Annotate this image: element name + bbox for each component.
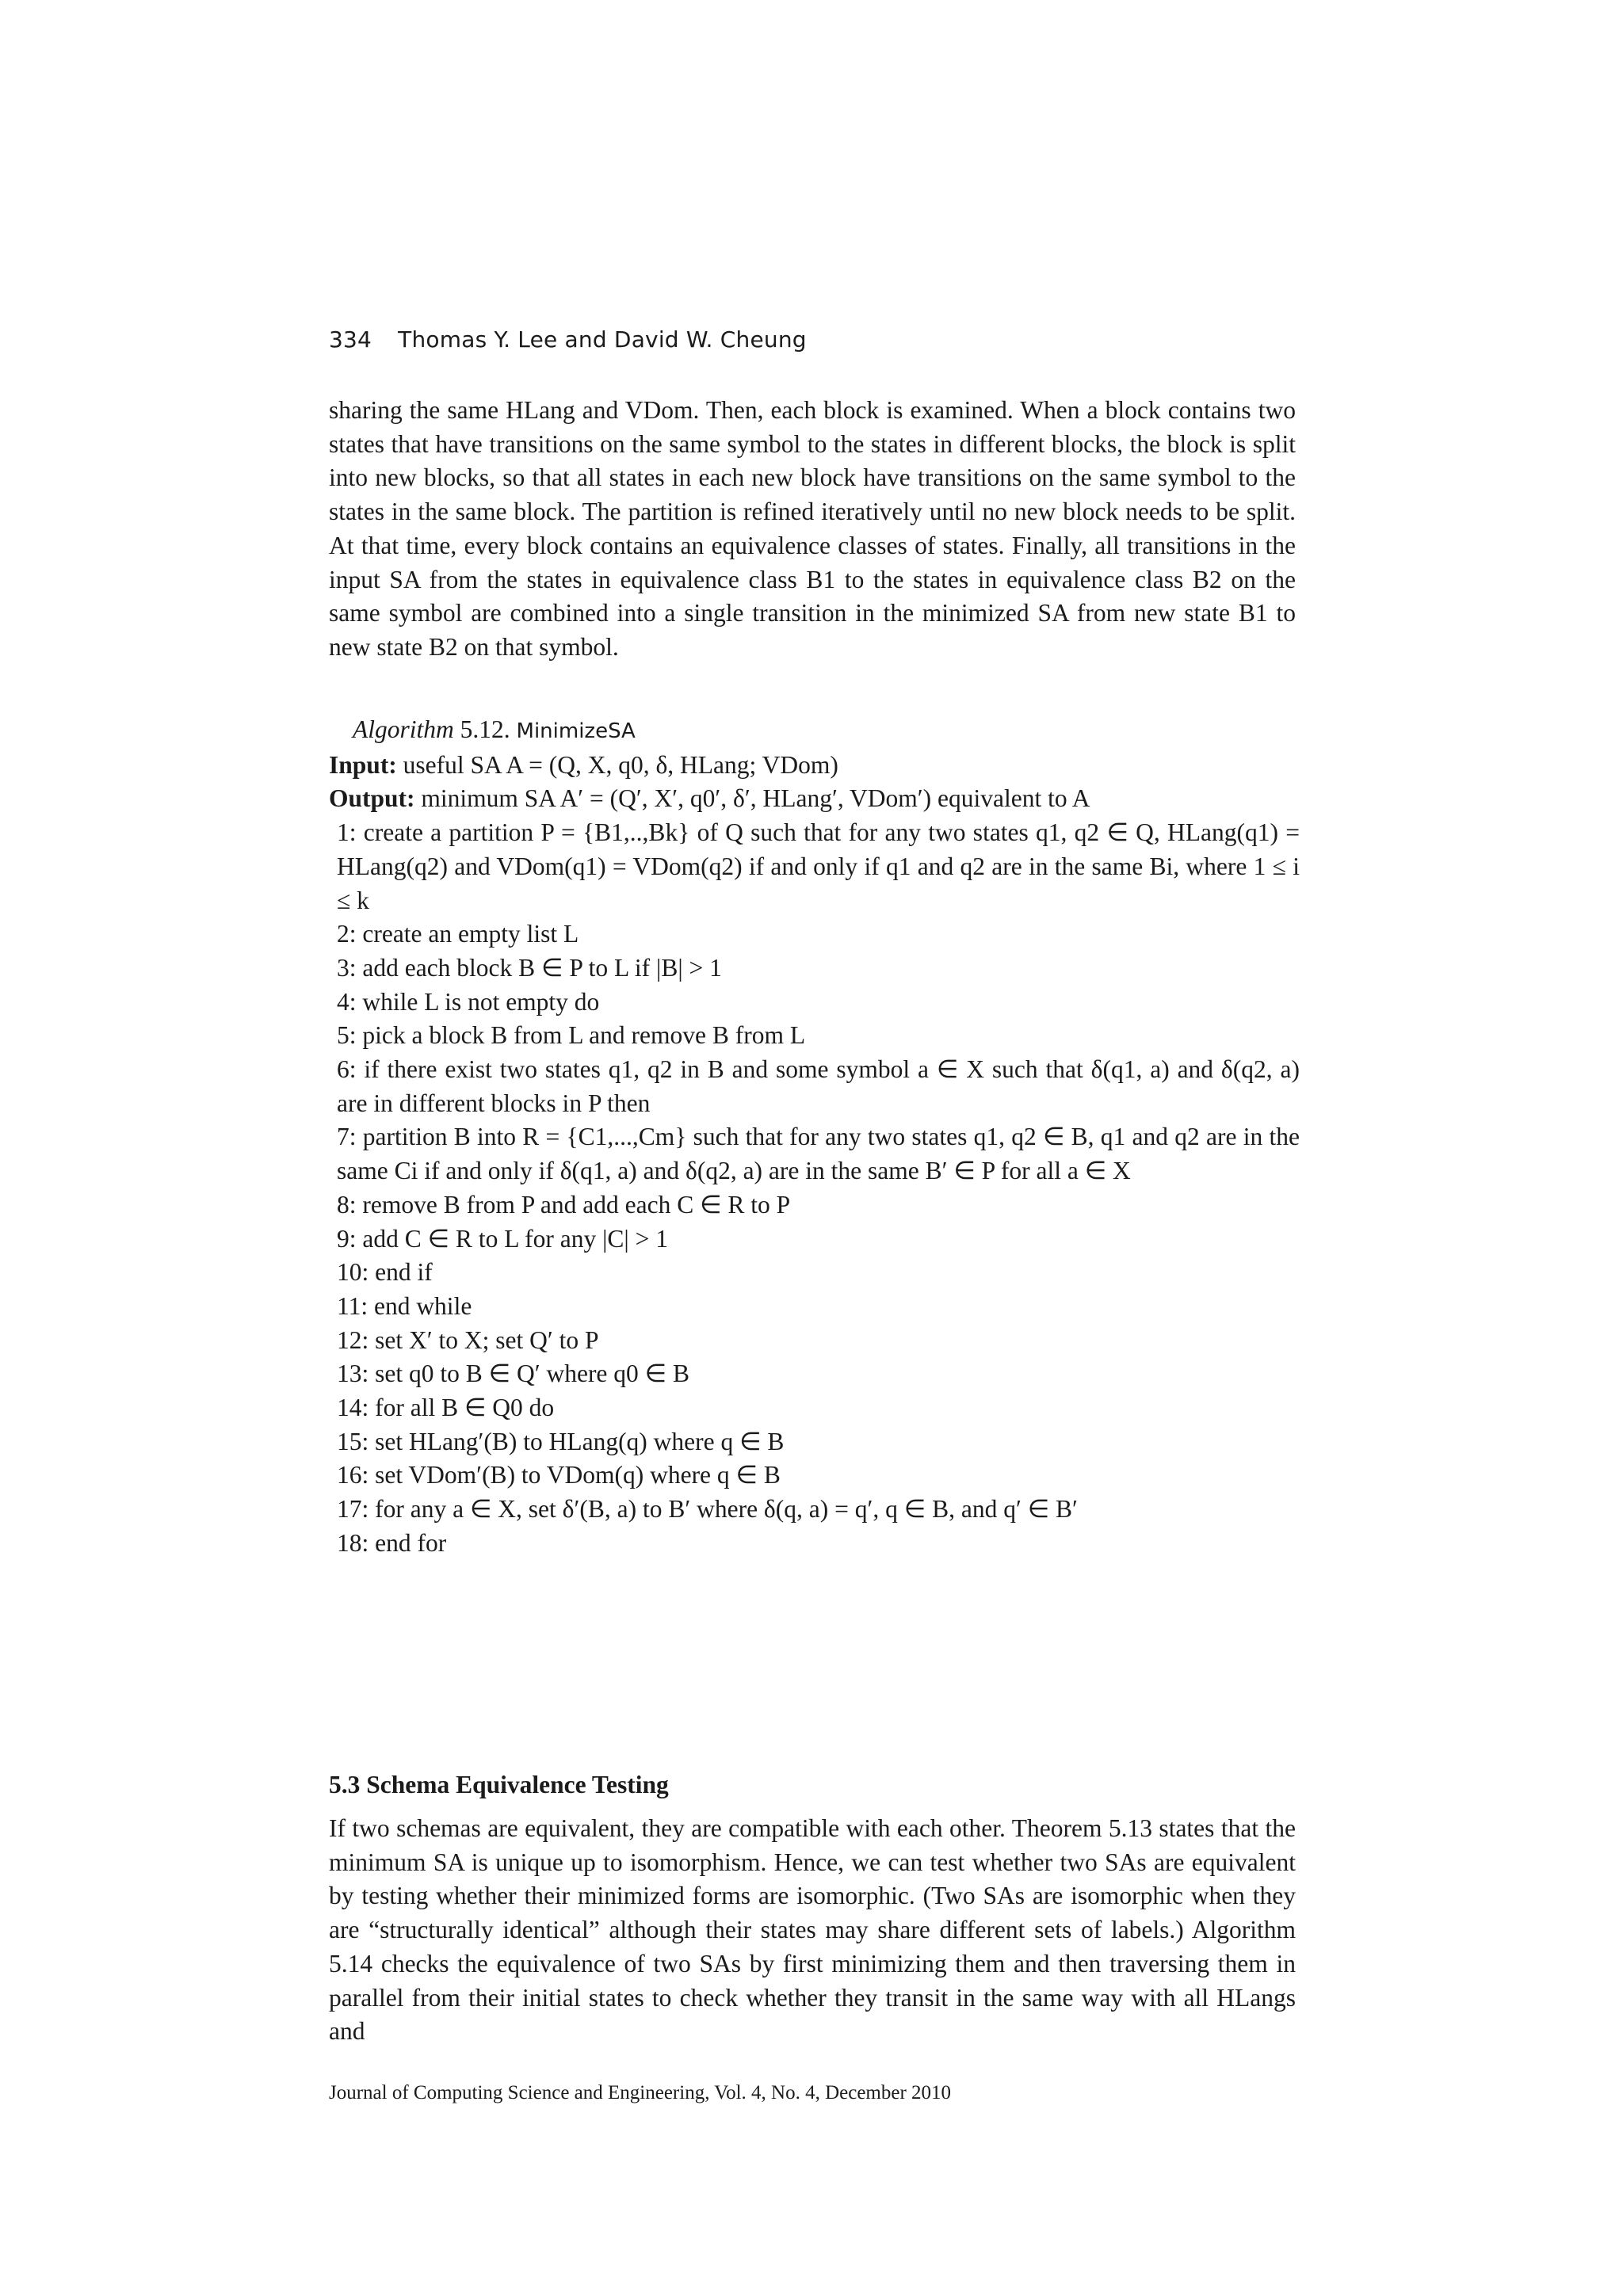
algorithm-name: MinimizeSA [516,719,636,743]
step-text: 9: add C ∈ R to L for any |C| > 1 [337,1224,668,1253]
step-text: 10: end if [337,1258,433,1287]
step-text: 11: end while [337,1291,472,1320]
algorithm-output [329,782,1300,816]
step-text: 1: create a partition P = {B1,..,Bk} of Q such that for any two states q1, q2 ∈ Q, HLang(q1) = HLang(q2) and VDom(q1) = VDom(q2) if and only if q1 and q2 are in the same Bi, where 1 ≤ i ≤ k [337,818,1300,914]
algorithm-step [329,1053,1300,1120]
section-heading: 5.3 Schema Equivalence Testing [329,1771,669,1798]
algorithm-step [329,1222,1300,1257]
algorithm-step [329,1324,1300,1358]
step-text: 2: create an empty list L [337,920,579,948]
algorithm-step [329,1493,1300,1527]
step-text: 14: for all B ∈ Q0 do [337,1394,555,1422]
step-text: 16: set VDom′(B) to VDom(q) where q ∈ B [337,1461,781,1489]
algorithm-step [329,1256,1300,1290]
output-text: minimum SA A′ = (Q′, X′, q0′, δ′, HLang′, VDom′) equivalent to A [421,784,1090,813]
algorithm-step [329,1459,1300,1493]
running-header [329,326,807,353]
step-text: 6: if there exist two states q1, q2 in B and some symbol a ∈ X such that δ(q1, a) and δ(q2, a) are in different blocks in P then [337,1055,1300,1117]
input-label: Input: [329,750,397,779]
algorithm-number: 5.12. [460,715,510,743]
algorithm-step [329,1120,1300,1188]
algorithm-step [329,816,1300,917]
step-text: 17: for any a ∈ X, set δ′(B, a) to B′ where δ(q, a) = q′, q ∈ B, and q′ ∈ B′ [337,1495,1078,1524]
step-text: 5: pick a block B from L and remove B from L [337,1021,806,1050]
algorithm-input [329,749,1300,783]
algorithm-step [329,1188,1300,1222]
page-number: 334 [329,326,372,353]
input-text: useful SA A = (Q, X, q0, δ, HLang; VDom) [403,750,838,779]
step-text: 3: add each block B ∈ P to L if |B| > 1 [337,953,722,982]
step-text: 12: set X′ to X; set Q′ to P [337,1325,599,1354]
algorithm-step [329,1527,1300,1561]
algorithm-step [329,952,1300,986]
algorithm-step [329,917,1300,952]
algorithm-step [329,1019,1300,1053]
journal-footer: Journal of Computing Science and Engineering, Vol. 4, No. 4, December 2010 [329,2082,952,2103]
algorithm-step [329,1357,1300,1391]
header-authors: Thomas Y. Lee and David W. Cheung [398,326,807,353]
algorithm-block [329,713,1300,1561]
step-text: 13: set q0 to B ∈ Q′ where q0 ∈ B [337,1360,689,1388]
output-label: Output: [329,784,415,813]
step-text: 15: set HLang′(B) to HLang(q) where q ∈ B [337,1427,785,1455]
body-paragraph-1: sharing the same HLang and VDom. Then, each block is examined. When a block contains two states that have transitions on the same symbol to the states in different blocks, the block is split into new blocks, so that all states in each new block have transitions on the same symbol to the states in the same block. The partition is refined iteratively until no new block needs to be split. At that time, every block contains an equivalence classes of states. Finally, all transitions in the input SA from the states in equivalence class B1 to the states in equivalence class B2 on the same symbol are combined into a single transition in the minimized SA from new state B1 to new state B2 on that symbol. [329,396,1296,661]
algorithm-title [329,713,1300,749]
algorithm-step [329,1391,1300,1425]
algorithm-label: Algorithm [353,715,454,743]
algorithm-step [329,1290,1300,1324]
body-paragraph-2: If two schemas are equivalent, they are compatible with each other. Theorem 5.13 states that the minimum SA is unique up to isomorphism. Hence, we can test whether two SAs are equivalent by testing whether their minimized forms are isomorphic. (Two SAs are isomorphic when they are “structurally identical” although their states may share different sets of labels.) Algorithm 5.14 checks the equivalence of two SAs by first minimizing them and then traversing them in parallel from their initial states to check whether they transit in the same way with all HLangs and [329,1814,1296,2046]
step-text: 7: partition B into R = {C1,...,Cm} such that for any two states q1, q2 ∈ B, q1 and q2 are in the same Ci if and only if δ(q1, a) and δ(q2, a) are in the same B′ ∈ P for all a ∈ X [337,1123,1300,1185]
step-text: 18: end for [337,1528,447,1557]
step-text: 8: remove B from P and add each C ∈ R to P [337,1190,791,1219]
algorithm-step [329,986,1300,1020]
algorithm-step [329,1425,1300,1459]
step-text: 4: while L is not empty do [337,987,600,1016]
